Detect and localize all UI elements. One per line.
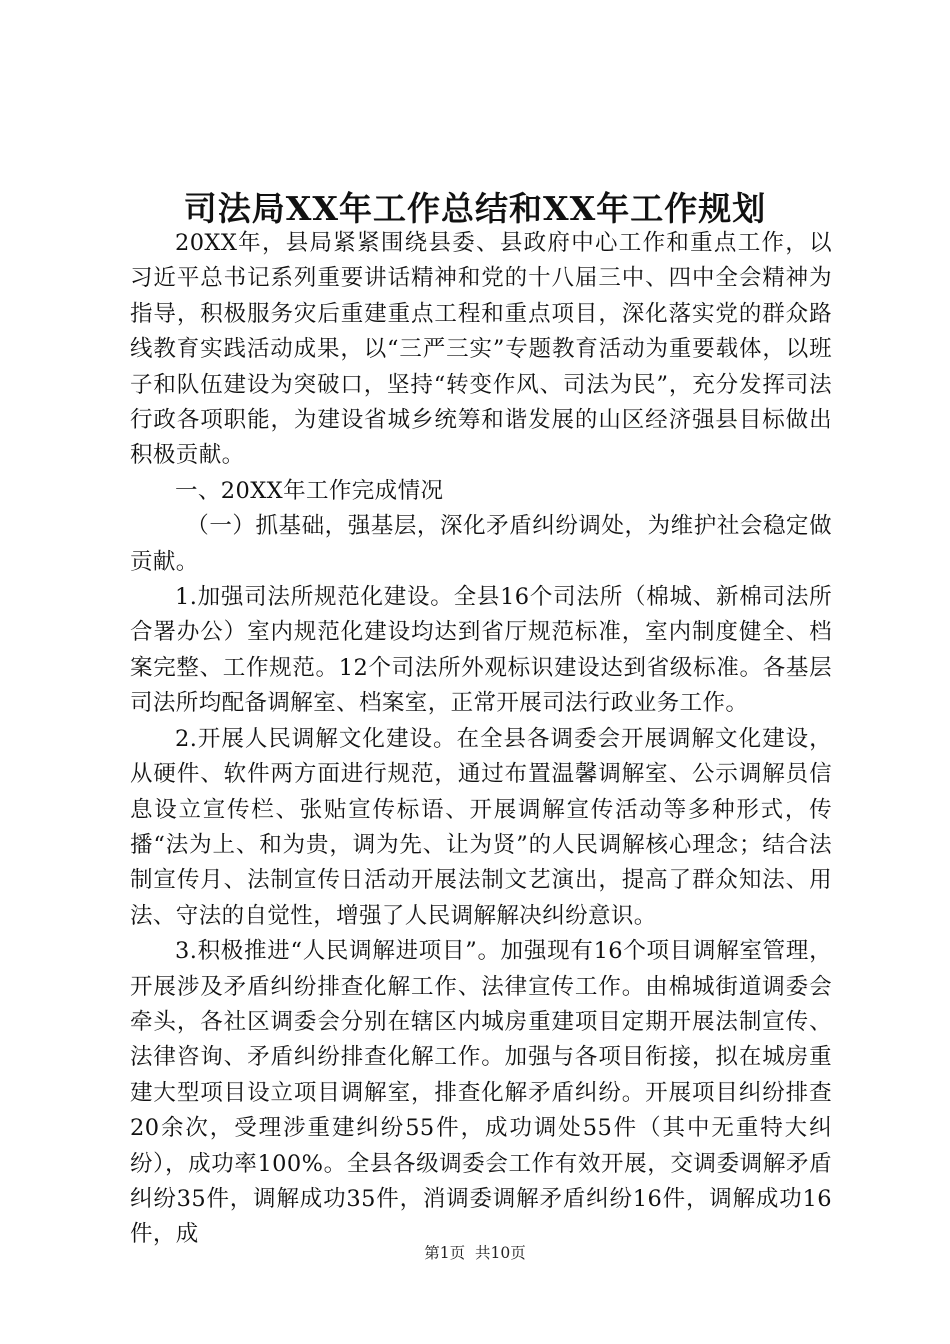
- paragraph-item-1: 1.加强司法所规范化建设。全县16个司法所（棉城、新棉司法所合署办公）室内规范化建设均达到省厅规范标准，室内制度健全、档案完整、工作规范。12个司法所外观标识建设达到省级标准。各基层司法所均配备调解室、档案室，正常开展司法行政业务工作。: [130, 584, 832, 717]
- document-body: [130, 226, 832, 1253]
- paragraph-item-2: 2.开展人民调解文化建设。在全县各调委会开展调解文化建设，从硬件、软件两方面进行规范，通过布置温馨调解室、公示调解员信息设立宣传栏、张贴宣传标语、开展调解宣传活动等多种形式，传播“法为上、和为贵，调为先、让为贤”的人民调解核心理念；结合法制宣传月、法制宣传日活动开展法制文艺演出，提高了群众知法、用法、守法的自觉性，增强了人民调解解决纠纷意识。: [130, 725, 832, 929]
- paragraph-item-3: 3.积极推进“人民调解进项目”。加强现有16个项目调解室管理，开展涉及矛盾纠纷排查化解工作、法律宣传工作。由棉城街道调委会牵头，各社区调委会分别在辖区内城房重建项目定期开展法制宣传、法律咨询、矛盾纠纷排查化解工作。加强与各项目衔接，拟在城房重建大型项目设立项目调解室，排查化解矛盾纠纷。开展项目纠纷排查20余次，受理涉重建纠纷55件，成功调处55件（其中无重特大纠纷），成功率100%。全县各级调委会工作有效开展，交调委调解矛盾纠纷35件，调解成功35件，消调委调解矛盾纠纷16件，调解成功16件，成: [130, 938, 832, 1248]
- document-title: 司法局XX年工作总结和XX年工作规划: [183, 189, 767, 228]
- page-footer: 第1页 共10页: [424, 1244, 526, 1262]
- section-heading-1: 一、20XX年工作完成情况: [175, 477, 444, 504]
- subsection-heading-1: （一）抓基础，强基层，深化矛盾纠纷调处，为维护社会稳定做贡献。: [130, 513, 832, 575]
- paragraph-intro: 20XX年，县局紧紧围绕县委、县政府中心工作和重点工作，以习近平总书记系列重要讲话精神和党的十八届三中、四中全会精神为指导，积极服务灾后重建重点工程和重点项目，深化落实党的群众路线教育实践活动成果，以“三严三实”专题教育活动为重要载体，以班子和队伍建设为突破口，坚持“转变作风、司法为民”，充分发挥司法行政各项职能，为建设省城乡统筹和谐发展的山区经济强县目标做出积极贡献。: [130, 230, 832, 469]
